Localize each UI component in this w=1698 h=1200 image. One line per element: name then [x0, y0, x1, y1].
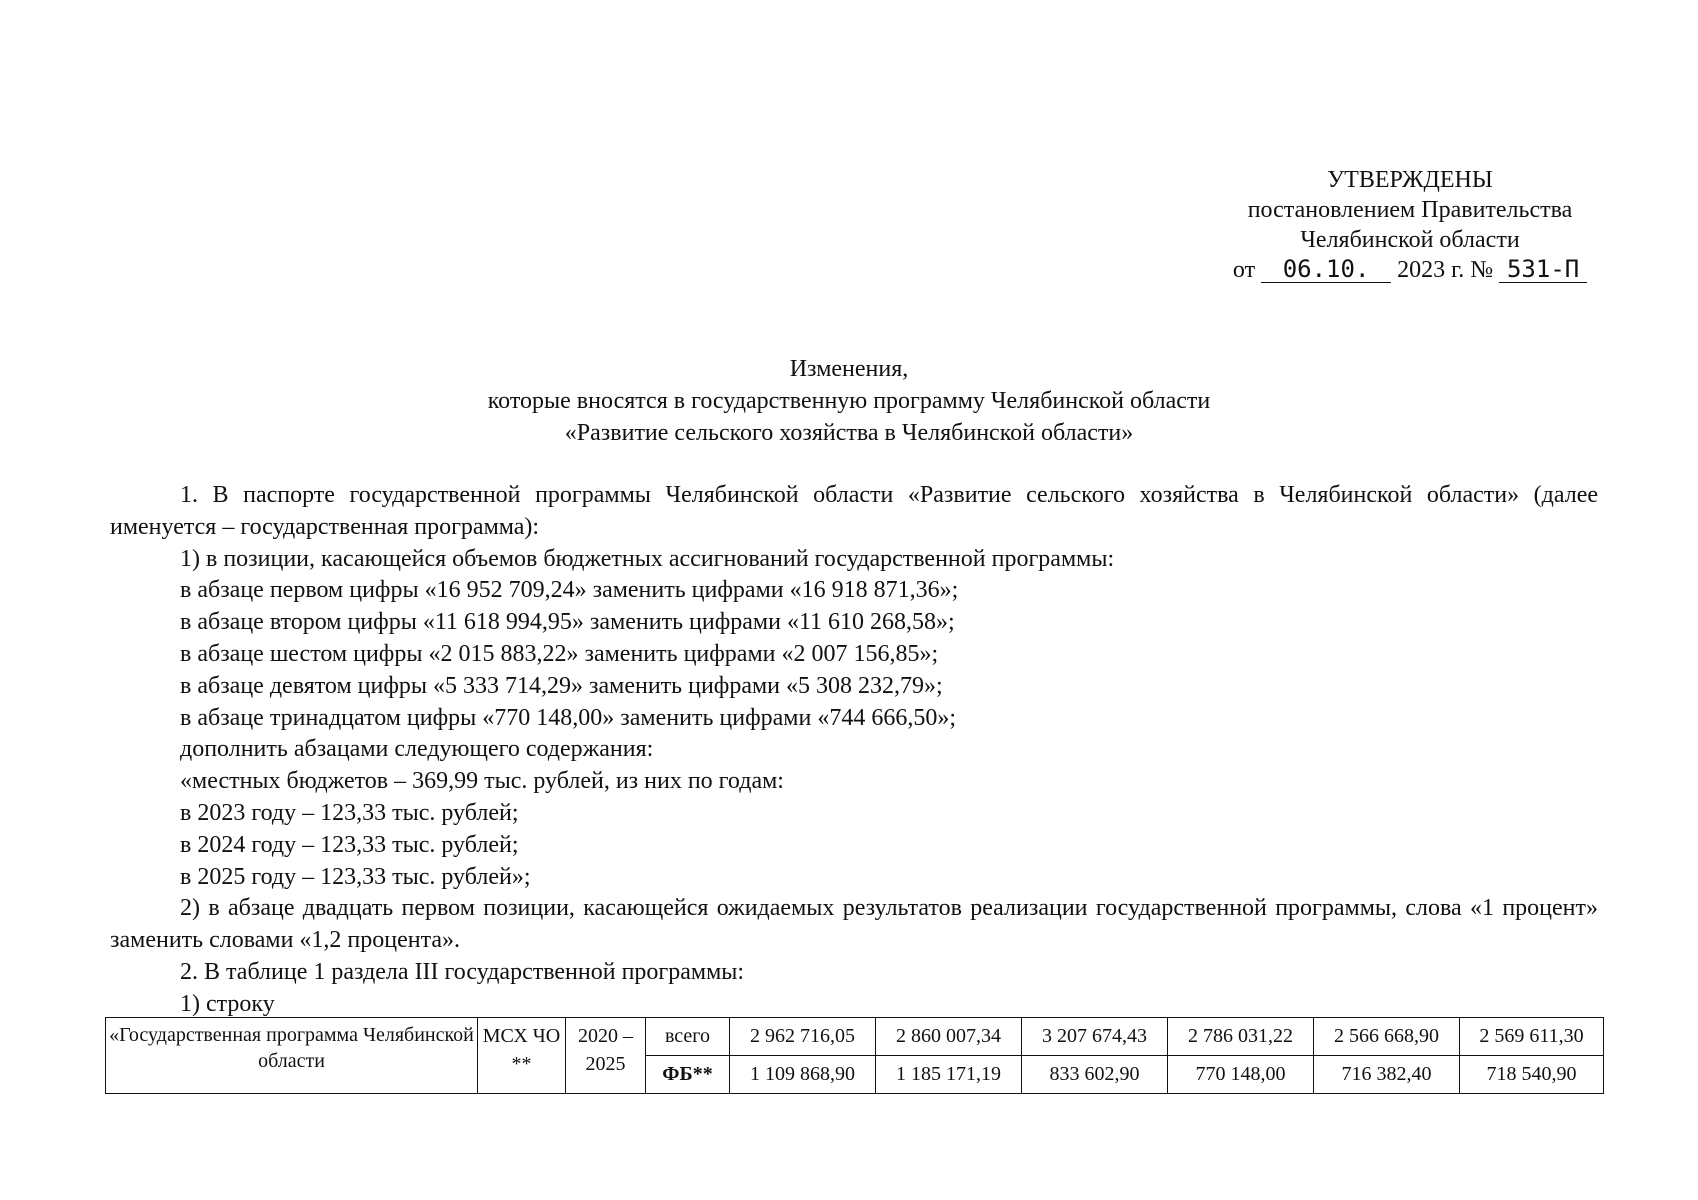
table-cell: 1 109 868,90	[730, 1056, 876, 1094]
paragraph-12: в 2025 году – 123,33 тыс. рублей»;	[180, 863, 531, 890]
row-label-total: всего	[646, 1018, 730, 1056]
table-cell: 2 786 031,22	[1168, 1018, 1314, 1056]
table-cell: 2 860 007,34	[876, 1018, 1022, 1056]
approval-date-line	[1180, 255, 1640, 285]
approval-year: 2023 г. №	[1397, 257, 1494, 283]
executor-cell: МСХ ЧО **	[478, 1018, 566, 1094]
document-title	[100, 353, 1598, 449]
table-cell: 1 185 171,19	[876, 1056, 1022, 1094]
paragraph-7: в абзаце тринадцатом цифры «770 148,00» заменить цифрами «744 666,50»;	[180, 704, 956, 731]
approval-line-2: Челябинской области	[1300, 227, 1520, 253]
approval-number: 531-П	[1499, 256, 1587, 283]
paragraph-10: в 2023 году – 123,33 тыс. рублей;	[180, 799, 519, 826]
paragraph-15: 1) строку	[180, 990, 275, 1017]
paragraph-13: 2) в абзаце двадцать первом позиции, касающейся ожидаемых результатов реализации государственной программы, слова «1 процент» заменить словами «1,2 процента».	[110, 895, 1598, 954]
table-cell: 770 148,00	[1168, 1056, 1314, 1094]
paragraph-6: в абзаце девятом цифры «5 333 714,29» заменить цифрами «5 308 232,79»;	[180, 672, 943, 699]
row-label-fb: ФБ**	[646, 1056, 730, 1094]
approval-block	[1180, 165, 1640, 285]
paragraph-11: в 2024 году – 123,33 тыс. рублей;	[180, 831, 519, 858]
table-cell: 2 569 611,30	[1460, 1018, 1604, 1056]
paragraph-8: дополнить абзацами следующего содержания:	[180, 736, 654, 763]
table-cell: 2 566 668,90	[1314, 1018, 1460, 1056]
financing-table	[105, 1017, 1604, 1094]
paragraph-4: в абзаце втором цифры «11 618 994,95» заменить цифрами «11 610 268,58»;	[180, 609, 955, 636]
paragraph-5: в абзаце шестом цифры «2 015 883,22» заменить цифрами «2 007 156,85»;	[180, 640, 939, 667]
paragraph-9: «местных бюджетов – 369,99 тыс. рублей, из них по годам:	[180, 768, 784, 795]
approval-line-1: постановлением Правительства	[1247, 197, 1573, 223]
title-line-2: которые вносятся в государственную программу Челябинской области	[487, 388, 1211, 414]
table-cell: 833 602,90	[1022, 1056, 1168, 1094]
table-cell: 3 207 674,43	[1022, 1018, 1168, 1056]
program-name-cell: «Государственная программа Челябинской области	[106, 1018, 478, 1094]
table-cell: 718 540,90	[1460, 1056, 1604, 1094]
table-cell: 716 382,40	[1314, 1056, 1460, 1094]
approval-from-prefix: от	[1232, 257, 1256, 283]
table-cell: 2 962 716,05	[730, 1018, 876, 1056]
approval-date: 06.10.	[1261, 256, 1391, 283]
period-cell: 2020 – 2025	[566, 1018, 646, 1094]
document-body	[110, 480, 1598, 1021]
title-line-1: Изменения,	[789, 356, 909, 382]
approval-heading: УТВЕРЖДЕНЫ	[1327, 167, 1493, 193]
paragraph-1: 1. В паспорте государственной программы Челябинской области «Развитие сельского хозяйства в Челябинской области» (далее именуется – государственная программа):	[110, 482, 1598, 540]
paragraph-2: 1) в позиции, касающейся объемов бюджетных ассигнований государственной программы:	[180, 545, 1115, 572]
title-line-3: «Развитие сельского хозяйства в Челябинской области»	[564, 420, 1134, 446]
paragraph-3: в абзаце первом цифры «16 952 709,24» заменить цифрами «16 918 871,36»;	[180, 577, 959, 604]
paragraph-14: 2. В таблице 1 раздела III государственной программы:	[180, 958, 745, 985]
table-row	[106, 1018, 1604, 1056]
